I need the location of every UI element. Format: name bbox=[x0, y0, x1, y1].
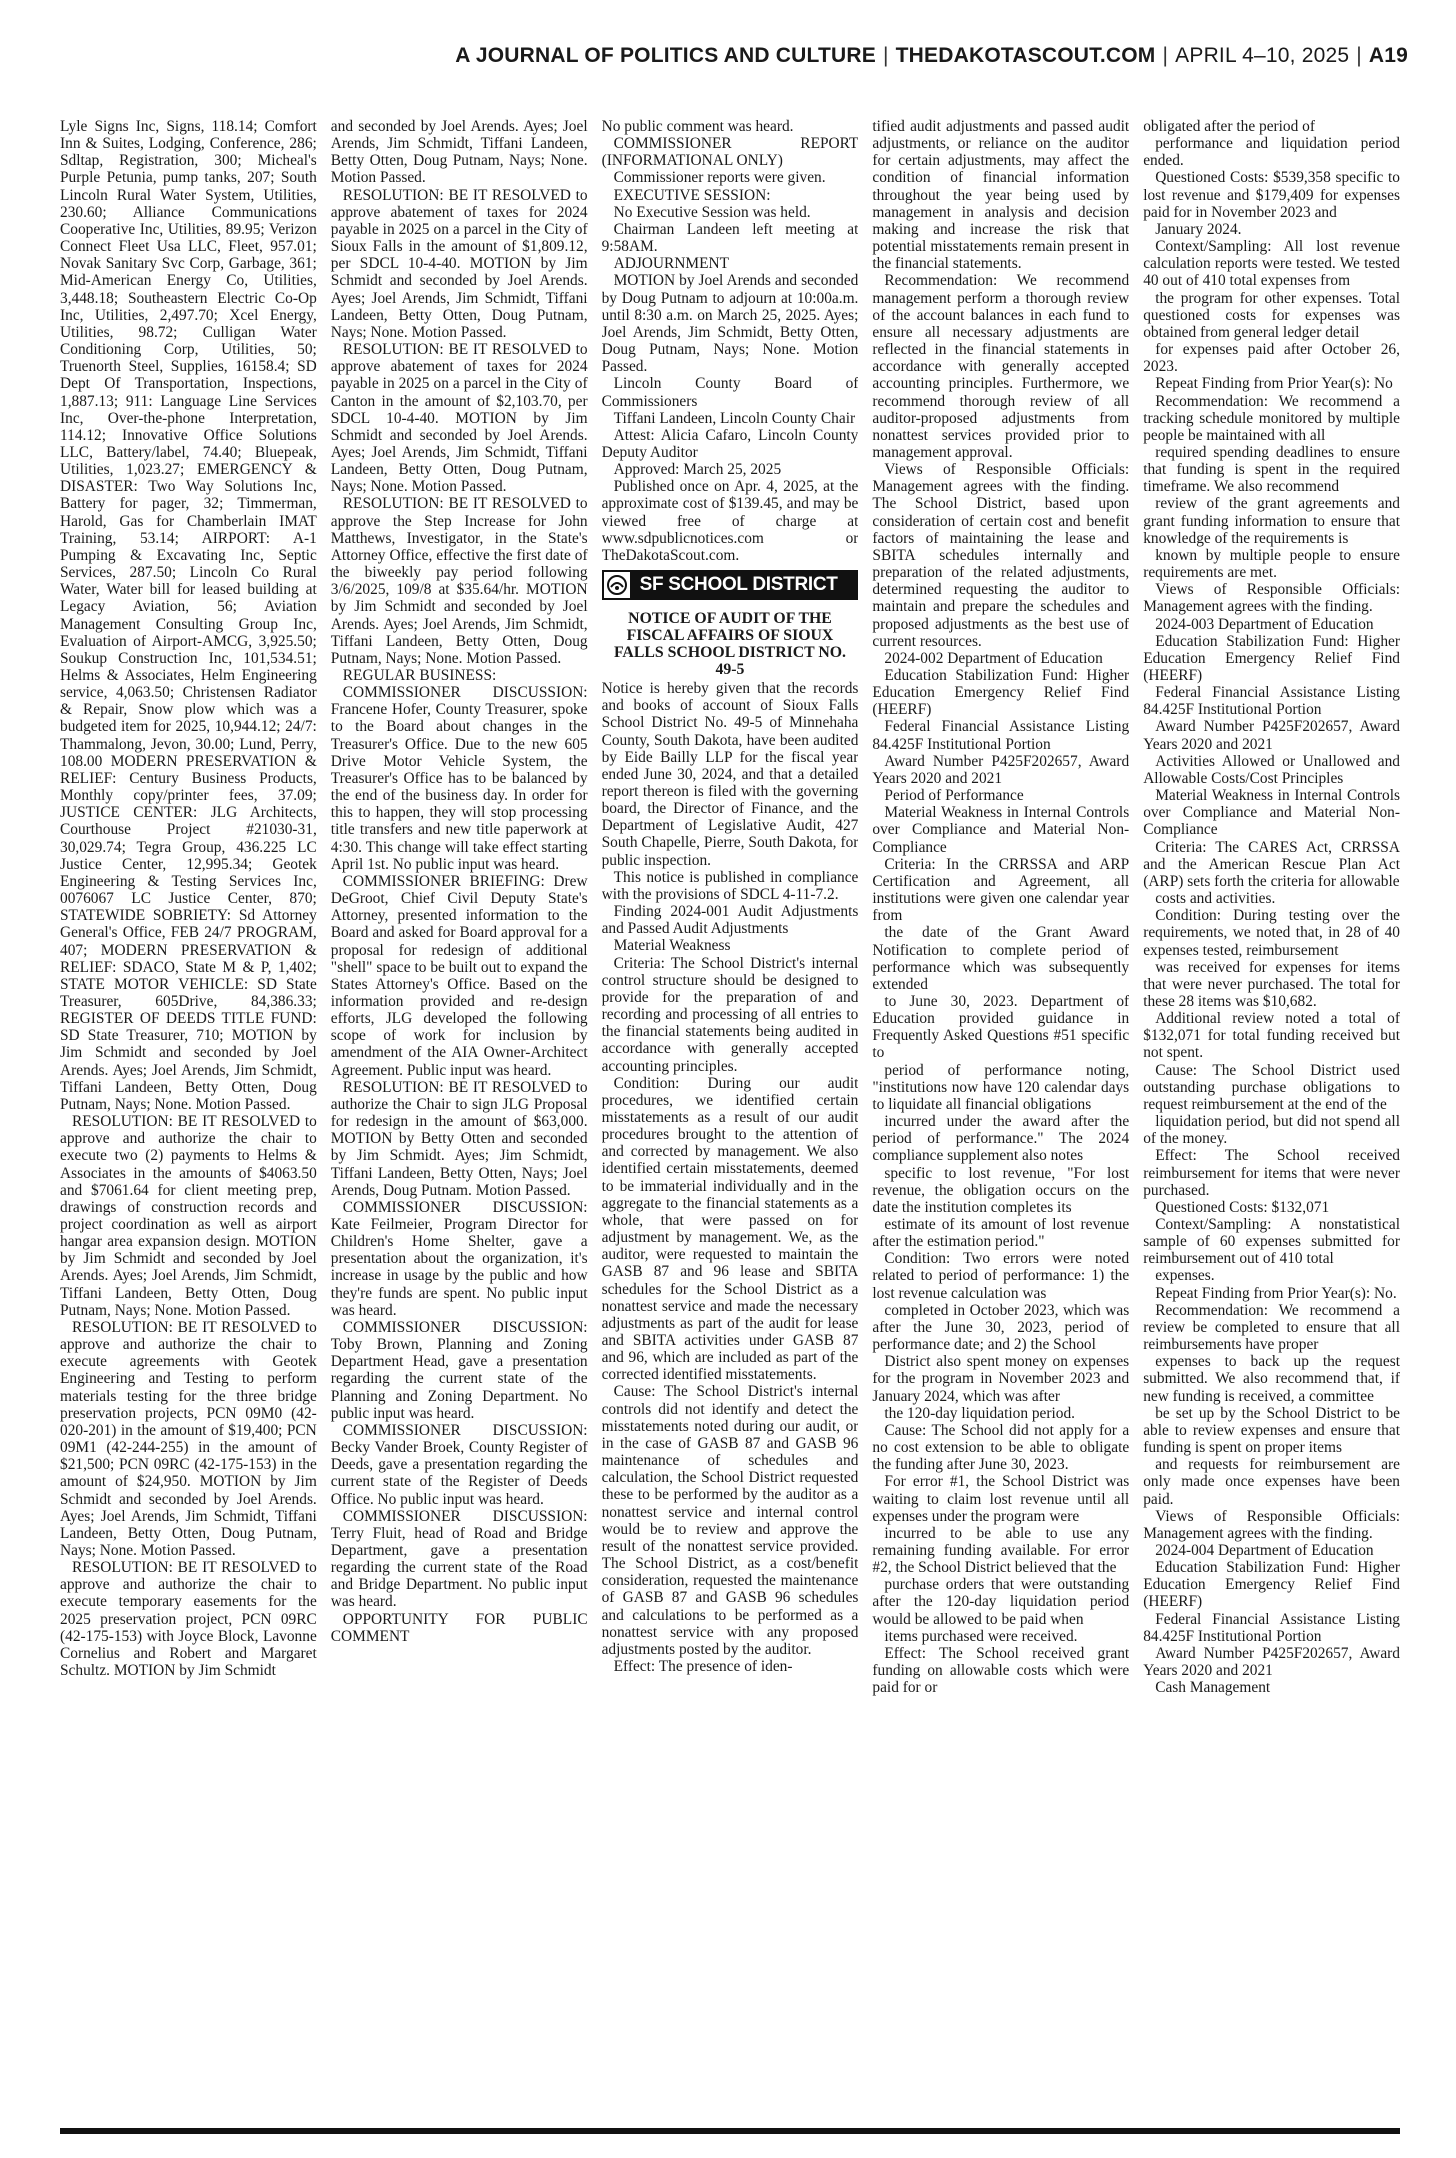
text-column-4 bbox=[872, 118, 1129, 2114]
paragraph: Education Stabilization Fund: Higher Education Emergency Relief Find (HEERF) bbox=[1143, 1559, 1400, 1611]
paragraph: the 120-day liquidation period. bbox=[884, 1404, 1076, 1422]
paragraph: Period of Performance bbox=[884, 787, 1024, 805]
notice-title: NOTICE OF AUDIT OF THE FISCAL AFFAIRS OF SIOUX FALLS SCHOOL DISTRICT NO. 49-5 bbox=[613, 610, 847, 679]
paragraph: was received for expenses for items that were never purchased. The total for these 28 items was $10,682. bbox=[1143, 958, 1400, 1010]
paragraph: required spending deadlines to ensure that funding is spent in the required timeframe. We also recommend bbox=[1143, 443, 1400, 496]
scout-logo-icon bbox=[602, 570, 632, 600]
paragraph: OPPORTUNITY FOR PUBLIC COMMENT bbox=[330, 1610, 588, 1645]
masthead-separator: | bbox=[882, 44, 889, 67]
masthead bbox=[60, 44, 1408, 80]
issue-date: APRIL 4–10, 2025 bbox=[1175, 44, 1350, 67]
paragraph: Attest: Alicia Cafaro, Lincoln County Deputy Auditor bbox=[601, 426, 859, 461]
paragraph: the date of the Grant Award Notification to complete period of performance which was subsequently extended bbox=[872, 924, 1130, 993]
paragraph: Cash Management bbox=[1155, 1679, 1271, 1697]
paragraph: Views of Responsible Officials: Management agrees with the finding. bbox=[1143, 1507, 1400, 1542]
paragraph: Material Weakness in Internal Controls over Compliance and Material Non-Compliance bbox=[1143, 787, 1400, 839]
paragraph: Federal Financial Assistance Listing 84.425F Institutional Portion bbox=[1143, 1610, 1400, 1645]
paragraph: Condition: During our audit procedures, we identified certain misstatements as a result of our audit procedures brought to the attention of and corrected by management. We also identified certain misstatements, deemed to be immaterial individually and in the aggregate to the financial statements as a whole, that were passed on for adjustment by management. We, as the auditor, were requested to maintain the GASB 87 and 96 lease and SBITA schedules for the School District as a nonattest service and made the necessary adjustments as part of the audit for lease and SBITA activities under GASB 87 and 96, which are included as part of the corrected identified misstatements. bbox=[601, 1074, 859, 1384]
paragraph: Material Weakness in Internal Controls over Compliance and Material Non-Compliance bbox=[872, 804, 1130, 856]
paragraph: Award Number P425F202657, Award Years 2020 and 2021 bbox=[1143, 718, 1400, 753]
paragraph: costs and activities. bbox=[1155, 890, 1276, 908]
paragraph: RESOLUTION: BE IT RESOLVED to authorize the Chair to sign JLG Proposal for redesign in the amount of $63,000. MOTION by Betty Otten and seconded by Jim Schmidt. Ayes; Jim Schmidt, Tiffani Landeen, Betty Otten, Nays; Joel Arends, Doug Putnam. Motion Passed. bbox=[330, 1078, 588, 1199]
notice-body bbox=[602, 680, 859, 1675]
paragraph: period of performance noting, "institutions now have 120 calendar days to liquidate all financial obligations bbox=[872, 1061, 1130, 1113]
paragraph: Published once on Apr. 4, 2025, at the approximate cost of $139.45, and may be viewed free of charge at www.sdpublicnotices.com or TheDakotaScout.com. bbox=[601, 478, 859, 564]
paragraph: For error #1, the School District was waiting to claim lost revenue until all expenses under the program were bbox=[872, 1473, 1130, 1525]
paragraph: Approved: March 25, 2025 bbox=[613, 461, 782, 479]
paragraph: Repeat Finding from Prior Year(s): No. bbox=[1155, 1284, 1397, 1302]
paragraph: Notice is hereby given that the records and books of account of Sioux Falls School District No. 49-5 of Minnehaha County, South Dakota, have been audited by Eide Bailly LLP for the fiscal year ended June 30, 2024, and that a detailed report thereon is filed with the governing board, the Director of Finance, and the Department of Legislative Audit, 427 South Chapelle, Pierre, South Dakota, for public inspection. bbox=[601, 680, 859, 869]
paragraph: Activities Allowed or Unallowed and Allowable Costs/Cost Principles bbox=[1143, 752, 1400, 787]
paragraph: COMMISSIONER DISCUSSION: Kate Feilmeier, Program Director for Children's Home Shelter, gave a presentation about the organization, it's increase in usage by the public and how they're funds are spent. No public input was heard. bbox=[330, 1198, 588, 1319]
website-link[interactable]: THEDAKOTASCOUT.COM bbox=[895, 44, 1156, 67]
paragraph: for expenses paid after October 26, 2023. bbox=[1143, 341, 1400, 376]
paragraph: Material Weakness bbox=[613, 937, 731, 955]
paragraph: Award Number P425F202657, Award Years 2020 and 2021 bbox=[1143, 1644, 1400, 1680]
paragraph: COMMISSIONER BRIEFING: Drew DeGroot, Chief Civil Deputy State's Attorney, presented information to the Board and asked for Board approval for a proposal for redesign of additional "shell" space to be built out to expand the States Attorney's Office. Based on the information provided and re-design efforts, JLG developed the following scope of work for inclusion by amendment of the AIA Owner-Architect Agreement. Public input was heard. bbox=[330, 872, 588, 1079]
paragraph: review of the grant agreements and grant funding information to ensure that knowledge of the requirements is bbox=[1143, 495, 1400, 547]
paragraph: Effect: The School received reimbursement for items that were never purchased. bbox=[1143, 1147, 1400, 1199]
text-column-3 bbox=[602, 118, 859, 2114]
paragraph: RESOLUTION: BE IT RESOLVED to approve the Step Increase for John Matthews, Investigator, in the State's Attorney Office, effective the first date of the biweekly pay period following 3/6/2025, 109/8 at $35.64/hr. MOTION by Jim Schmidt and seconded by Joel Arends. Ayes; Joel Arends, Jim Schmidt, Tiffani Landeen, Betty Otten, Doug Putnam, Nays; None. Motion Passed. bbox=[330, 495, 588, 667]
paragraph: liquidation period, but did not spend all of the money. bbox=[1143, 1113, 1400, 1148]
paragraph: expenses to back up the request submitted. We also recommend that, if new funding is received, a committee bbox=[1143, 1353, 1400, 1405]
paragraph: incurred under the award after the period of performance." The 2024 compliance supplement also notes bbox=[872, 1113, 1130, 1165]
paragraph: be set up by the School District to be able to review expenses and ensure that funding is spent on proper items bbox=[1143, 1404, 1400, 1457]
paragraph: Recommendation: We recommend management perform a thorough review of the account balances in each fund to ensure all necessary adjustments are reflected in the financial statements in accordance with generally accepted accounting principles. Furthermore, we recommend thorough review of all auditor-proposed adjustments from nonattest services provided prior to management approval. bbox=[872, 272, 1130, 461]
bottom-rule bbox=[60, 2128, 1400, 2134]
paragraph: Criteria: The School District's internal control structure should be designed to provide for the preparation of and recording and processing of all entries to the financial statements being audited in accordance with generally accepted accounting principles. bbox=[601, 954, 859, 1075]
paragraph: EXECUTIVE SESSION: bbox=[613, 186, 771, 204]
paragraph: District also spent money on expenses for the program in November 2023 and January 2024, which was after bbox=[872, 1353, 1130, 1405]
paragraph: Cause: The School District used outstanding purchase obligations to request reimbursement at the end of the bbox=[1143, 1061, 1400, 1113]
publication-name: A JOURNAL OF POLITICS AND CULTURE bbox=[455, 44, 876, 67]
paragraph: performance and liquidation period ended. bbox=[1143, 135, 1400, 170]
paragraph: Education Stabilization Fund: Higher Education Emergency Relief Find (HEERF) bbox=[1143, 632, 1400, 684]
paragraph: Context/Sampling: All lost revenue calculation reports were tested. We tested 40 out of 410 total expenses from bbox=[1143, 238, 1400, 290]
paragraph: RESOLUTION: BE IT RESOLVED to approve and authorize the chair to execute two (2) payments to Helms & Associates in the amounts of $4063.50 and $7061.64 for client meeting prep, drawings of construction records and project coordination as well as airport hangar area expansion design. MOTION by Jim Schmidt and seconded by Joel Arends. Ayes; Joel Arends, Jim Schmidt, Tiffani Landeen, Betty Otten, Doug Putnam, Nays; None. Motion Passed. bbox=[60, 1113, 317, 1319]
paragraph: Condition: During testing over the requirements, we noted that, in 28 of 40 expenses tested, reimbursement bbox=[1143, 907, 1400, 959]
paragraph: Views of Responsible Officials: Management agrees with the finding. The School District, based upon consideration of certain cost and benefit factors of maintaining the lease and SBITA schedules internally and preparation of the related adjustments, determined requesting the auditor to maintain and prepare the schedules and proposed adjustments as the best use of current resources. bbox=[872, 461, 1130, 650]
paragraph: purchase orders that were outstanding after the 120-day liquidation period would be allowed to be paid when bbox=[872, 1576, 1130, 1628]
paragraph: Recommendation: We recommend a review be completed to ensure that all reimbursements have proper bbox=[1143, 1301, 1400, 1354]
paragraph: 2024-003 Department of Education bbox=[1155, 615, 1374, 633]
text-column-1 bbox=[60, 118, 317, 2114]
paragraph: REGULAR BUSINESS: bbox=[342, 667, 497, 684]
paragraph: No public comment was heard. bbox=[601, 118, 794, 135]
paragraph: tified audit adjustments and passed audit adjustments, or reliance on the auditor for certain adjustments, may affect the condition of financial information throughout the year being used by management in analysis and decision making and increase the risk that potential misstatements remain present in the financial statements. bbox=[872, 118, 1130, 273]
paragraph: 2024-004 Department of Education bbox=[1155, 1541, 1374, 1559]
paragraph: RESOLUTION: BE IT RESOLVED to approve abatement of taxes for 2024 payable in 2025 on a parcel in the City of Canton in the amount of $2,103.70, per SDCL 10-4-40. MOTION by Jim Schmidt and seconded by Joel Arends. Ayes; Joel Arends, Jim Schmidt, Tiffani Landeen, Betty Otten, Doug Putnam, Nays; None. Motion Passed. bbox=[330, 341, 588, 496]
paragraph: incurred to be able to use any remaining funding available. For error #2, the School District believed that the bbox=[872, 1524, 1130, 1577]
section-banner bbox=[602, 570, 859, 600]
paragraph: Chairman Landeen left meeting at 9:58AM. bbox=[601, 220, 859, 256]
paragraph: Tiffani Landeen, Lincoln County Chair bbox=[613, 409, 856, 427]
paragraph: Criteria: In the CRRSSA and ARP Certification and Agreement, all institutions were given one calendar year from bbox=[872, 855, 1130, 925]
paragraph: known by multiple people to ensure requirements are met. bbox=[1143, 546, 1400, 582]
paragraph: and requests for reimbursement are only made once expenses have been paid. bbox=[1143, 1456, 1400, 1508]
paragraph: the program for other expenses. Total questioned costs for expenses was obtained from general ledger detail bbox=[1143, 289, 1400, 341]
paragraph: Recommendation: We recommend a tracking schedule monitored by multiple people be maintained with all bbox=[1143, 392, 1400, 444]
paragraph: Cause: The School did not apply for a no cost extension to be able to obligate the funding after June 30, 2023. bbox=[872, 1421, 1130, 1474]
paragraph: COMMISSIONER DISCUSSION: Terry Fluit, head of Road and Bridge Department, gave a presentation regarding the current state of the Road and Bridge Department. No public input was heard. bbox=[330, 1507, 588, 1611]
paragraph: No Executive Session was held. bbox=[613, 203, 811, 221]
paragraph: 2024-002 Department of Education bbox=[884, 649, 1103, 667]
paragraph: Lincoln County Board of Commissioners bbox=[601, 375, 859, 410]
paragraph: Criteria: The CARES Act, CRRSSA and the American Rescue Plan Act (ARP) sets forth the criteria for allowable bbox=[1143, 838, 1400, 890]
article-columns bbox=[60, 118, 1400, 2114]
paragraph: Federal Financial Assistance Listing 84.425F Institutional Portion bbox=[872, 718, 1130, 753]
commission-minutes-end bbox=[602, 118, 859, 564]
paragraph: Context/Sampling: A nonstatistical sample of 60 expenses submitted for reimbursement out of 410 total bbox=[1143, 1216, 1400, 1268]
paragraph: to June 30, 2023. Department of Education provided guidance in Frequently Asked Questions #51 specific to bbox=[872, 992, 1130, 1062]
paragraph: ADJOURNMENT bbox=[613, 255, 730, 273]
paragraph: Repeat Finding from Prior Year(s): No bbox=[1155, 375, 1393, 393]
paragraph: obligated after the period of bbox=[1143, 118, 1315, 135]
paragraph: Federal Financial Assistance Listing 84.425F Institutional Portion bbox=[1143, 684, 1400, 719]
paragraph: Questioned Costs: $539,358 specific to lost revenue and $179,409 for expenses paid for in November 2023 and bbox=[1143, 169, 1400, 221]
paragraph: completed in October 2023, which was after the June 30, 2023, period of performance date; and 2) the School bbox=[872, 1301, 1130, 1354]
paragraph: MOTION by Joel Arends and seconded by Doug Putnam to adjourn at 10:00a.m. until 8:30 a.m. on March 25, 2025. Ayes; Joel Arends, Jim Schmidt, Betty Otten, Doug Putnam, Nays; None. Motion Passed. bbox=[601, 272, 859, 376]
paragraph: Questioned Costs: $132,071 bbox=[1155, 1198, 1330, 1216]
paragraph: Award Number P425F202657, Award Years 2020 and 2021 bbox=[872, 752, 1130, 787]
paragraph: Education Stabilization Fund: Higher Education Emergency Relief Find (HEERF) bbox=[872, 667, 1130, 719]
paragraph: items purchased were received. bbox=[884, 1627, 1078, 1645]
paragraph: estimate of its amount of lost revenue after the estimation period." bbox=[872, 1216, 1130, 1251]
paragraph: and seconded by Joel Arends. Ayes; Joel Arends, Jim Schmidt, Tiffani Landeen, Betty Otten, Doug Putnam, Nays; None. Motion Passed. bbox=[330, 118, 588, 187]
section-banner-label: SF SCHOOL DISTRICT bbox=[639, 574, 838, 596]
paragraph: Effect: The presence of iden- bbox=[613, 1657, 793, 1675]
masthead-separator: | bbox=[1356, 44, 1362, 67]
paragraph: COMMISSIONER DISCUSSION: Becky Vander Broek, County Register of Deeds, gave a presentation regarding the current state of the Register of Deeds Office. No public input was heard. bbox=[330, 1421, 588, 1508]
paragraph: COMMISSIONER DISCUSSION: Francene Hofer, County Treasurer, spoke to the Board about changes in the Treasurer's Office. Due to the new 605 Drive Motor Vehicle System, the Treasurer's Office has to be balanced by the end of the business day. In order for this to happen, they will stop processing title transfers and new title paperwork at 4:30. This change will take effect starting April 1st. No public input was heard. bbox=[330, 684, 588, 873]
paragraph: COMMISSIONER REPORT (INFORMATIONAL ONLY) bbox=[601, 135, 859, 170]
page-number: A19 bbox=[1368, 44, 1408, 67]
paragraph: RESOLUTION: BE IT RESOLVED to approve and authorize the chair to execute temporary easements for the 2025 preservation project, PCN 09RC (42-175-153) with Joyce Block, Lavonne Cornelius and Robert and Margaret Schultz. MOTION by Jim Schmidt bbox=[60, 1559, 317, 1680]
paragraph: This notice is published in compliance with the provisions of SDCL 4-11-7.2. bbox=[601, 868, 859, 903]
paragraph: COMMISSIONER DISCUSSION: Toby Brown, Planning and Zoning Department Head, gave a presentation regarding the current state of the Planning and Zoning Department. No public input was heard. bbox=[330, 1318, 588, 1422]
paragraph: Additional review noted a total of $132,071 for total funding received but not spent. bbox=[1143, 1010, 1400, 1062]
paragraph: Effect: The School received grant funding on allowable costs which were paid for or bbox=[872, 1644, 1130, 1697]
text-column-2 bbox=[331, 118, 588, 2114]
paragraph: Lyle Signs Inc, Signs, 118.14; Comfort Inn & Suites, Lodging, Conference, 286; Sdltap, Registration, 300; Micheal's Purple Petunia, pump tanks, 207; South Lincoln Rural Water System, Utilities, 230.60; Alliance Communications Cooperative Inc, Utilities, 89.95; Verizon Connect Fleet Usa LLC, Fleet, 957.01; Novak Sanitary Svc Corp, Garbage, 361; Mid-American Energy Co, Utilities, 3,448.18; Southeastern Electric Co-Op Inc, Utilities, 2,497.70; Xcel Energy, Utilities, 98.72; Culligan Water Conditioning Corp, Utilities, 50; Truenorth Steel, Supplies, 16158.4; SD Dept Of Transportation, Inspections, 1,887.13; 911: Language Line Services Inc, Over-the-phone Interpretation, 114.12; Innovative Office Solutions LLC, Battery/label, 74.40; Bluepeak, Utilities, 1,023.27; EMERGENCY & DISASTER: Two Way Solutions Inc, Battery for pager, 32; Timmerman, Harold, Gas for Chamberlain IMAT Training, 53.14; AIRPORT: A-1 Pumping & Excavating Inc, Septic Services, 287.50; Lincoln Co Rural Water, Water bill for leased building at Legacy Aviation, 56; Aviation Management Consulting Group Inc, Evaluation of Airport-AMCG, 3,925.50; Soukup Construction Inc, 101,534.51; Helms & Associates, Helm Engineering service, 4,063.50; Christensen Radiator & Repair, Snow plow which was a budgeted item for 2025, 10,944.12; 24/7: Thammalong, Jevon, 30.00; Lund, Perry, 108.00 MODERN PRESERVATION & RELIEF: Century Business Products, Monthly copy/printer fees, 37.09; JUSTICE CENTER: JLG Architects, Courthouse Project #21030-31, 30,029.74; Tegra Group, 436.225 LC Justice Center, 12,995.34; Geotek Engineering & Testing Services Inc, 0076067 LC Justice Center, 870; STATEWIDE SOBRIETY: Sd Attorney General's Office, FEB 24/7 PROGRAM, 407; MODERN PRESERVATION & RELIEF: SDACO, State M & P, 1,402; STATE MOTOR VEHICLE: SD State Treasurer, 605Drive, 84,386.33; REGISTER OF DEEDS TITLE FUND: SD State Treasurer, 710; MOTION by Jim Schmidt and seconded by Joel Arends. Ayes; Joel Arends, Jim Schmidt, Tiffani Landeen, Betty Otten, Doug Putnam, Nays; None. Motion Passed. bbox=[60, 118, 317, 1113]
paragraph: Condition: Two errors were noted related to period of performance: 1) the lost revenue calculation was bbox=[872, 1250, 1130, 1302]
paragraph: Views of Responsible Officials: Management agrees with the finding. bbox=[1143, 581, 1400, 616]
paragraph: Commissioner reports were given. bbox=[613, 169, 826, 187]
paragraph: RESOLUTION: BE IT RESOLVED to approve and authorize the chair to execute agreements with Geotek Engineering and Testing to perform materials testing for the three bridge preservation projects, PCN 09M0 (42-020-201) in the amount of $19,400; PCN 09M1 (42-244-255) in the amount of $21,500; PCN 09RC (42-175-153) in the amount of $24,950. MOTION by Jim Schmidt and seconded by Joel Arends. Ayes; Joel Arends, Jim Schmidt, Tiffani Landeen, Betty Otten, Doug Putnam, Nays; None. Motion Passed. bbox=[60, 1318, 317, 1559]
paragraph: January 2024. bbox=[1155, 220, 1242, 238]
text-column-5 bbox=[1143, 118, 1400, 2114]
masthead-separator: | bbox=[1162, 44, 1169, 67]
paragraph: Finding 2024-001 Audit Adjustments and Passed Audit Adjustments bbox=[601, 903, 859, 938]
paragraph: Cause: The School District's internal controls did not identify and detect the misstatements noted during our audit, or in the case of GASB 87 and GASB 96 maintenance of schedules and calculation, the School District requested these to be performed by the auditor as a nonattest service and internal control would be to review and approve the result of the nonattest service provided. The School District, as a cost/benefit consideration, requested the maintenance of GASB 87 and GASB 96 schedules and calculations to be performed as a nonattest service with any proposed adjustments posted by the auditor. bbox=[601, 1383, 859, 1658]
paragraph: RESOLUTION: BE IT RESOLVED to approve abatement of taxes for 2024 payable in 2025 on a parcel in the City of Sioux Falls in the amount of $1,809.12, per SDCL 10-4-40. MOTION by Jim Schmidt and seconded by Joel Arends. Ayes; Joel Arends, Jim Schmidt, Tiffani Landeen, Betty Otten, Doug Putnam, Nays; None. Motion Passed. bbox=[330, 186, 588, 341]
paragraph: specific to lost revenue, "For lost revenue, the obligation occurs on the date the institution completes its bbox=[872, 1164, 1130, 1216]
paragraph: expenses. bbox=[1155, 1267, 1215, 1285]
